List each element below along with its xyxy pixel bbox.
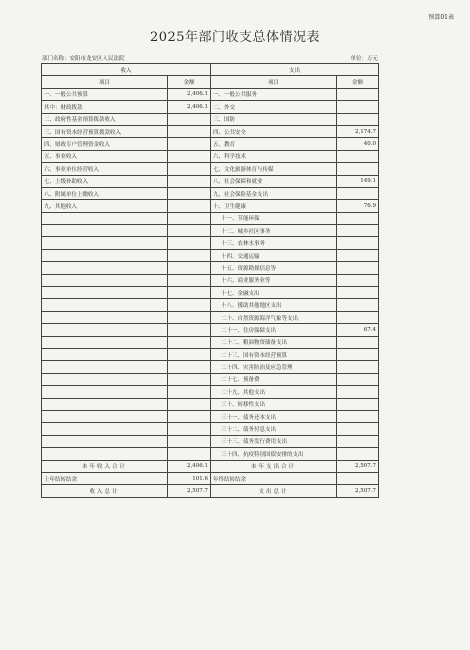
expense-item-cell: 十三、农林水事务 bbox=[211, 237, 337, 249]
income-item-cell bbox=[42, 336, 168, 348]
header-info bbox=[42, 54, 378, 62]
income-amount-cell bbox=[168, 175, 211, 187]
expense-amount-cell bbox=[337, 212, 379, 224]
income-item-cell: 八、附属单位上缴收入 bbox=[42, 187, 168, 199]
expense-item-cell: 十、卫生健康 bbox=[211, 200, 337, 212]
table-row bbox=[42, 398, 379, 410]
expense-amount-cell bbox=[337, 311, 379, 323]
table-row bbox=[42, 348, 379, 360]
table-row bbox=[42, 324, 379, 336]
income-item-cell: 九、其他收入 bbox=[42, 200, 168, 212]
expense-amount-cell: 67.4 bbox=[337, 324, 379, 336]
income-amount-cell bbox=[168, 361, 211, 373]
income-amount-cell bbox=[168, 448, 211, 460]
table-row bbox=[42, 125, 379, 137]
income-item-cell bbox=[42, 311, 168, 323]
income-amount-cell bbox=[168, 237, 211, 249]
income-item-cell: 其中：财政拨款 bbox=[42, 101, 168, 113]
table-row bbox=[42, 249, 379, 261]
income-item-cell bbox=[42, 212, 168, 224]
carryover-label: 上年结转结余 bbox=[42, 472, 168, 484]
income-item-cell bbox=[42, 225, 168, 237]
expense-amount-cell bbox=[337, 88, 379, 100]
table-row bbox=[42, 101, 379, 113]
expense-amount-header: 金额 bbox=[337, 76, 379, 88]
income-amount-cell bbox=[168, 435, 211, 447]
expense-year-total-label: 本年支出合计 bbox=[211, 460, 337, 472]
expense-amount-cell bbox=[337, 435, 379, 447]
expense-item-cell: 六、科学技术 bbox=[211, 150, 337, 162]
expense-amount-cell bbox=[337, 262, 379, 274]
expense-amount-cell bbox=[337, 225, 379, 237]
income-item-cell bbox=[42, 274, 168, 286]
expense-amount-cell bbox=[337, 274, 379, 286]
income-amount-cell bbox=[168, 125, 211, 137]
expense-amount-cell bbox=[337, 101, 379, 113]
income-amount-cell bbox=[168, 423, 211, 435]
income-item-cell bbox=[42, 249, 168, 261]
income-amount-cell bbox=[168, 262, 211, 274]
income-item-cell bbox=[42, 448, 168, 460]
carryover-row bbox=[42, 472, 379, 484]
table-row bbox=[42, 386, 379, 398]
table-row bbox=[42, 212, 379, 224]
expense-amount-cell bbox=[337, 287, 379, 299]
expense-item-cell: 三十三、债务发行费用支出 bbox=[211, 435, 337, 447]
income-section-header: 收入 bbox=[42, 64, 211, 76]
income-amount-cell bbox=[168, 398, 211, 410]
expense-amount-cell bbox=[337, 299, 379, 311]
department-name: 部门名称：安阳市龙安区人民法院 bbox=[42, 56, 125, 62]
expense-amount-cell bbox=[337, 398, 379, 410]
table-row bbox=[42, 410, 379, 422]
expense-item-cell: 十五、资源勘探信息等 bbox=[211, 262, 337, 274]
expense-amount-cell bbox=[337, 423, 379, 435]
expense-item-cell: 二十七、预备费 bbox=[211, 373, 337, 385]
expense-amount-cell: 149.1 bbox=[337, 175, 379, 187]
expense-amount-cell bbox=[337, 187, 379, 199]
carryover-amount: 101.6 bbox=[168, 472, 211, 484]
expense-amount-cell: 40.0 bbox=[337, 138, 379, 150]
table-row bbox=[42, 150, 379, 162]
expense-amount-cell bbox=[337, 150, 379, 162]
income-year-total-amount: 2,406.1 bbox=[168, 460, 211, 472]
expense-item-cell: 九、社会保险基金支出 bbox=[211, 187, 337, 199]
income-amount-cell bbox=[168, 187, 211, 199]
income-amount-cell bbox=[168, 225, 211, 237]
expense-item-cell: 七、文化旅游体育与传媒 bbox=[211, 163, 337, 175]
table-row bbox=[42, 175, 379, 187]
table-row bbox=[42, 373, 379, 385]
expense-item-cell: 十一、节能环保 bbox=[211, 212, 337, 224]
income-item-cell bbox=[42, 398, 168, 410]
expense-item-cell: 二十二、粮油物资储备支出 bbox=[211, 336, 337, 348]
income-amount-cell bbox=[168, 150, 211, 162]
expense-item-cell: 三、国防 bbox=[211, 113, 337, 125]
table-row bbox=[42, 299, 379, 311]
table-row bbox=[42, 435, 379, 447]
income-item-cell bbox=[42, 435, 168, 447]
income-amount-cell bbox=[168, 200, 211, 212]
expense-year-total-amount: 2,507.7 bbox=[337, 460, 379, 472]
income-item-cell bbox=[42, 373, 168, 385]
table-row bbox=[42, 262, 379, 274]
income-amount-cell bbox=[168, 299, 211, 311]
income-year-total-label: 本年收入合计 bbox=[42, 460, 168, 472]
carryforward-label: 年终结转结余 bbox=[211, 472, 337, 484]
expense-item-cell: 三十、转移性支出 bbox=[211, 398, 337, 410]
expense-section-header: 支出 bbox=[211, 64, 379, 76]
income-item-cell bbox=[42, 386, 168, 398]
expense-amount-cell bbox=[337, 113, 379, 125]
table-row bbox=[42, 448, 379, 460]
income-item-cell bbox=[42, 324, 168, 336]
expense-amount-cell: 2,174.7 bbox=[337, 125, 379, 137]
expense-amount-cell bbox=[337, 373, 379, 385]
totals-section bbox=[42, 460, 379, 497]
page-number: 预算01表 bbox=[428, 14, 454, 21]
expense-amount-cell bbox=[337, 448, 379, 460]
year-total-row bbox=[42, 460, 379, 472]
grand-total-row bbox=[42, 485, 379, 497]
expense-amount-cell bbox=[337, 249, 379, 261]
table-row bbox=[42, 138, 379, 150]
table-row bbox=[42, 336, 379, 348]
table-row bbox=[42, 287, 379, 299]
expense-item-header: 项目 bbox=[211, 76, 337, 88]
income-amount-cell bbox=[168, 373, 211, 385]
expense-item-cell: 八、社会保障和就业 bbox=[211, 175, 337, 187]
income-amount-cell: 2,406.1 bbox=[168, 101, 211, 113]
table-row bbox=[42, 311, 379, 323]
income-item-cell: 七、上级补助收入 bbox=[42, 175, 168, 187]
income-item-cell: 五、事业收入 bbox=[42, 150, 168, 162]
income-item-cell: 一、一般公共预算 bbox=[42, 88, 168, 100]
table-row bbox=[42, 113, 379, 125]
income-item-cell bbox=[42, 410, 168, 422]
expense-item-cell: 三十一、债务还本支出 bbox=[211, 410, 337, 422]
expense-item-cell: 十四、交通运输 bbox=[211, 249, 337, 261]
expense-item-cell: 二、外交 bbox=[211, 101, 337, 113]
income-amount-cell bbox=[168, 386, 211, 398]
income-amount-cell bbox=[168, 274, 211, 286]
income-amount-cell bbox=[168, 311, 211, 323]
income-amount-cell bbox=[168, 249, 211, 261]
income-item-cell bbox=[42, 423, 168, 435]
column-header-row bbox=[42, 76, 379, 88]
expense-amount-cell: 76.9 bbox=[337, 200, 379, 212]
expense-item-cell: 二十四、灾害防治及应急管理 bbox=[211, 361, 337, 373]
income-amount-cell bbox=[168, 324, 211, 336]
expense-item-cell: 一、一般公共服务 bbox=[211, 88, 337, 100]
expense-amount-cell bbox=[337, 163, 379, 175]
carryforward-amount bbox=[337, 472, 379, 484]
budget-table bbox=[41, 63, 379, 498]
income-amount-cell: 2,406.1 bbox=[168, 88, 211, 100]
table-row bbox=[42, 187, 379, 199]
table-row bbox=[42, 423, 379, 435]
expense-item-cell: 三十二、债务付息支出 bbox=[211, 423, 337, 435]
income-item-cell: 六、事业单位经营收入 bbox=[42, 163, 168, 175]
income-total-label: 收入总计 bbox=[42, 485, 168, 497]
income-item-cell bbox=[42, 287, 168, 299]
expense-item-cell: 十八、援助其他地区支出 bbox=[211, 299, 337, 311]
income-amount-cell bbox=[168, 113, 211, 125]
expense-item-cell: 四、公共安全 bbox=[211, 125, 337, 137]
expense-total-amount: 2,507.7 bbox=[337, 485, 379, 497]
table-row bbox=[42, 88, 379, 100]
table-row bbox=[42, 274, 379, 286]
income-amount-cell bbox=[168, 336, 211, 348]
expense-total-label: 支出总计 bbox=[211, 485, 337, 497]
expense-amount-cell bbox=[337, 348, 379, 360]
income-total-amount: 2,507.7 bbox=[168, 485, 211, 497]
income-item-cell: 四、财政专户管理资金收入 bbox=[42, 138, 168, 150]
income-amount-cell bbox=[168, 348, 211, 360]
expense-amount-cell bbox=[337, 386, 379, 398]
expense-item-cell: 三十四、抗疫特别国债安排的支出 bbox=[211, 448, 337, 460]
income-item-cell bbox=[42, 262, 168, 274]
income-item-cell bbox=[42, 299, 168, 311]
expense-item-cell: 二十九、其他支出 bbox=[211, 386, 337, 398]
expense-amount-cell bbox=[337, 410, 379, 422]
expense-amount-cell bbox=[337, 336, 379, 348]
income-amount-cell bbox=[168, 163, 211, 175]
income-item-cell bbox=[42, 361, 168, 373]
page-title: 2025年部门收支总体情况表 bbox=[149, 30, 321, 45]
expense-amount-cell bbox=[337, 361, 379, 373]
table-body bbox=[42, 88, 379, 460]
expense-item-cell: 十六、商业服务业等 bbox=[211, 274, 337, 286]
income-amount-cell bbox=[168, 287, 211, 299]
expense-item-cell: 二十、自然资源海洋气象等支出 bbox=[211, 311, 337, 323]
income-amount-cell bbox=[168, 212, 211, 224]
income-item-cell: 二、政府性基金预算拨款收入 bbox=[42, 113, 168, 125]
expense-item-cell: 十七、金融支出 bbox=[211, 287, 337, 299]
expense-item-cell: 五、教育 bbox=[211, 138, 337, 150]
table-row bbox=[42, 163, 379, 175]
expense-item-cell: 二十三、国有资本经营预算 bbox=[211, 348, 337, 360]
expense-amount-cell bbox=[337, 237, 379, 249]
income-item-cell bbox=[42, 348, 168, 360]
income-item-cell bbox=[42, 237, 168, 249]
table-row bbox=[42, 361, 379, 373]
income-amount-cell bbox=[168, 138, 211, 150]
unit-label: 单位：万元 bbox=[350, 56, 378, 62]
expense-item-cell: 十二、城乡社区事务 bbox=[211, 225, 337, 237]
income-item-cell: 三、国有资本经营预算拨款收入 bbox=[42, 125, 168, 137]
income-amount-header: 金额 bbox=[168, 76, 211, 88]
income-amount-cell bbox=[168, 410, 211, 422]
income-item-header: 项目 bbox=[42, 76, 168, 88]
table-row bbox=[42, 237, 379, 249]
table-row bbox=[42, 225, 379, 237]
table-row bbox=[42, 200, 379, 212]
expense-item-cell: 二十一、住房保障支出 bbox=[211, 324, 337, 336]
section-header-row bbox=[42, 64, 379, 76]
